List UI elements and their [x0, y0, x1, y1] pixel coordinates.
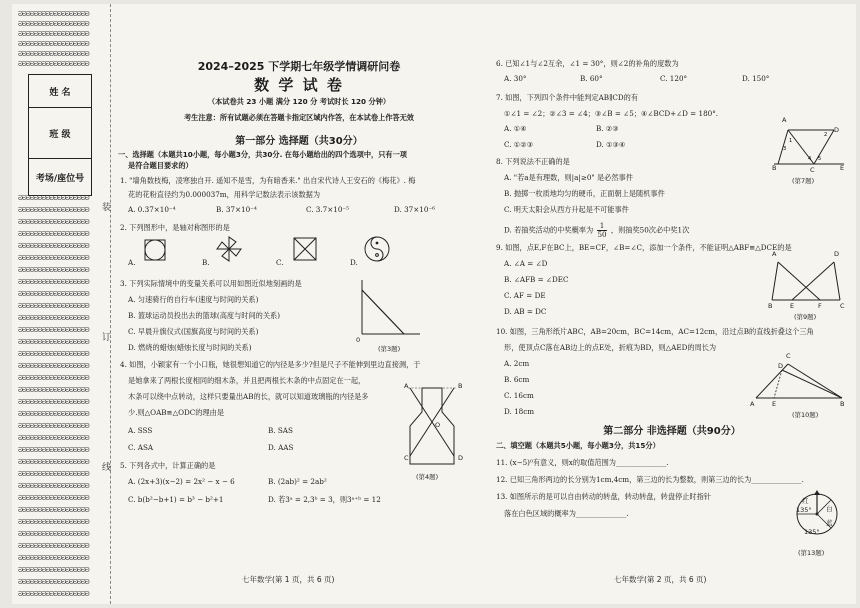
margin-decoration: ᘐᘐᘐᘐᘐᘐᘐᘐᘐᘐᘐᘐᘐᘐᘐᘐᘐᘐ — [18, 554, 89, 562]
q5-option-b: B. (2ab)² = 2ab² — [268, 477, 327, 486]
q1-option-d: D. 37×10⁻⁶ — [394, 205, 436, 214]
q10-point-d: D — [778, 362, 784, 370]
margin-decoration: ᘐᘐᘐᘐᘐᘐᘐᘐᘐᘐᘐᘐᘐᘐᘐᘐᘐᘐ — [18, 398, 89, 406]
margin-decoration: ᘐᘐᘐᘐᘐᘐᘐᘐᘐᘐᘐᘐᘐᘐᘐᘐᘐᘐ — [18, 566, 89, 574]
q13-blue-label: 蓝 — [826, 519, 833, 527]
margin-decoration: ᘐᘐᘐᘐᘐᘐᘐᘐᘐᘐᘐᘐᘐᘐᘐᘐᘐᘐ — [18, 374, 89, 382]
margin-decoration: ᘐᘐᘐᘐᘐᘐᘐᘐᘐᘐᘐᘐᘐᘐᘐᘐᘐᘐ — [18, 338, 89, 346]
part1-instructions-cont: 是符合题目要求的） — [128, 161, 193, 170]
q13-red-label: 红 — [802, 497, 809, 505]
q13-stem-cont: 落在白色区域的概率为______________. — [504, 509, 629, 518]
svg-text:5: 5 — [818, 156, 822, 162]
q4-figure-caption: (第4题) — [416, 473, 439, 481]
page-2-footer: 七年数学(第 2 页，共 6 页) — [614, 575, 707, 584]
seat-field-label: 考场/座位号 — [35, 173, 85, 184]
q8-option-d-text-cont: ，则抽奖50次必中奖1次 — [610, 225, 690, 235]
q4-stem-line2: 是她拿来了两根长度相同的细木条，并且把两根长木条的中点固定在一起， — [128, 376, 366, 385]
margin-decoration: ᘐᘐᘐᘐᘐᘐᘐᘐᘐᘐᘐᘐᘐᘐᘐᘐᘐᘐ — [18, 482, 89, 490]
exam-subject: 数 学 试 卷 — [254, 76, 344, 94]
q4-stem-line4: 少.则△OAB≌△ODC的理由是 — [128, 408, 225, 417]
q8-option-c: C. 明天太阳会从西方升起是不可能事件 — [504, 205, 629, 214]
margin-decoration: ᘐᘐᘐᘐᘐᘐᘐᘐᘐᘐᘐᘐᘐᘐᘐᘐᘐᘐ — [18, 350, 89, 358]
q3-stem: 3. 下列实际情境中的变量关系可以用如图近似地刻画的是 — [120, 279, 302, 288]
q9-point-b: B — [768, 302, 773, 310]
q4-point-d: D — [458, 454, 464, 462]
q13-angle-2: 135° — [804, 528, 820, 536]
q4-point-b: B — [458, 382, 463, 390]
q8-option-a: A. "若a是有理数，则|a|≥0" 是必然事件 — [504, 173, 633, 182]
margin-decoration: ᘐᘐᘐᘐᘐᘐᘐᘐᘐᘐᘐᘐᘐᘐᘐᘐᘐᘐ — [18, 506, 89, 514]
q10-option-b: B. 6cm — [504, 375, 530, 384]
q7-conditions: ①∠1 = ∠2；②∠3 = ∠4；③∠B = ∠5；④∠BCD+∠D = 180°. — [504, 109, 719, 118]
q7-point-e: E — [840, 164, 845, 172]
margin-decoration: ᘐᘐᘐᘐᘐᘐᘐᘐᘐᘐᘐᘐᘐᘐᘐᘐᘐᘐ — [18, 446, 89, 454]
binding-cut-line — [110, 4, 111, 604]
q9-figure-caption: (第9题) — [794, 313, 817, 321]
q4-option-a: A. SSS — [128, 426, 153, 435]
q9-option-a: A. ∠A = ∠D — [504, 259, 548, 268]
margin-decoration: ᘐᘐᘐᘐᘐᘐᘐᘐᘐᘐᘐᘐᘐᘐᘐᘐᘐᘐ — [18, 60, 89, 68]
q6-option-b: B. 60° — [580, 74, 603, 83]
margin-decoration: ᘐᘐᘐᘐᘐᘐᘐᘐᘐᘐᘐᘐᘐᘐᘐᘐᘐᘐ — [18, 290, 89, 298]
name-field-label: 姓 名 — [29, 75, 91, 108]
q4-point-o: O — [435, 421, 441, 429]
q5-option-c: C. b(b²−b+1) = b³ − b²+1 — [128, 495, 224, 504]
q10-point-e: E — [772, 400, 777, 408]
q7-option-b: B. ②③ — [596, 124, 619, 133]
q8-option-b: B. 抛掷一枚质地均匀的硬币，正面朝上是随机事件 — [504, 189, 665, 198]
q1-option-a: A. 0.37×10⁻⁴ — [128, 205, 176, 214]
part2-instructions: 二、填空题（本题共5小题，每小题3分，共15分） — [496, 441, 660, 450]
q10-option-c: C. 16cm — [504, 391, 534, 400]
q4-bottle-figure — [402, 384, 464, 470]
q7-option-c: C. ①②③ — [504, 140, 534, 149]
binding-mark-zhuang: 装 — [102, 203, 112, 213]
class-field-label: 班 级 — [29, 108, 91, 159]
margin-decoration: ᘐᘐᘐᘐᘐᘐᘐᘐᘐᘐᘐᘐᘐᘐᘐᘐᘐᘐ — [18, 362, 89, 370]
margin-decoration: ᘐᘐᘐᘐᘐᘐᘐᘐᘐᘐᘐᘐᘐᘐᘐᘐᘐᘐ — [18, 470, 89, 478]
q9-stem: 9. 如图，点E,F在BC上，BE=CF，∠B=∠C，添加一个条件，不能证明△ABF≌△DCE的是 — [496, 243, 792, 252]
q9-point-d: D — [834, 250, 840, 258]
q8-option-d — [504, 222, 689, 239]
q9-option-b: B. ∠AFB = ∠DEC — [504, 275, 569, 284]
q11-stem: 11. (x−5)⁰有意义，则x的取值范围为______________. — [496, 458, 669, 467]
margin-decoration: ᘐᘐᘐᘐᘐᘐᘐᘐᘐᘐᘐᘐᘐᘐᘐᘐᘐᘐ — [18, 206, 89, 214]
q8-fraction-numerator: 1 — [597, 222, 606, 231]
student-id-box — [28, 74, 92, 196]
q2-figure-c — [290, 234, 320, 264]
q10-point-b: B — [840, 400, 845, 408]
q4-option-c: C. ASA — [128, 443, 154, 452]
q3-option-c: C. 早晨升旗仪式(国旗高度与时间的关系) — [128, 327, 259, 336]
q2-stem: 2. 下列图形中，是轴对称图形的是 — [120, 223, 230, 232]
margin-decoration: ᘐᘐᘐᘐᘐᘐᘐᘐᘐᘐᘐᘐᘐᘐᘐᘐᘐᘐ — [18, 278, 89, 286]
q8-fraction-denominator: 50 — [597, 230, 607, 239]
q3-option-a: A. 匀速骑行的自行车(速度与时间的关系) — [128, 295, 259, 304]
q10-point-a: A — [750, 400, 755, 408]
q1-stem-cont: 花的花粉直径约为0.000037m，用科学记数法表示该数据为 — [128, 190, 321, 199]
q7-option-d: D. ①③④ — [596, 140, 626, 149]
q1-option-c: C. 3.7×10⁻⁵ — [306, 205, 350, 214]
q10-option-d: D. 18cm — [504, 407, 535, 416]
q4-option-b: B. SAS — [268, 426, 293, 435]
binding-mark-xian: 线 — [102, 463, 112, 473]
margin-decoration: ᘐᘐᘐᘐᘐᘐᘐᘐᘐᘐᘐᘐᘐᘐᘐᘐᘐᘐ — [18, 386, 89, 394]
q10-option-a: A. 2cm — [504, 359, 530, 368]
q6-stem: 6. 已知∠1与∠2互余，∠1 = 30°，则∠2的补角的度数为 — [496, 59, 679, 68]
margin-decoration: ᘐᘐᘐᘐᘐᘐᘐᘐᘐᘐᘐᘐᘐᘐᘐᘐᘐᘐ — [18, 434, 89, 442]
q7-point-b: B — [772, 164, 777, 172]
page-1-footer: 七年数学(第 1 页，共 6 页) — [242, 575, 335, 584]
binding-mark-ding: 订 — [102, 333, 112, 343]
q13-white-label: 白 — [826, 505, 833, 513]
q2-option-a: A. — [128, 258, 136, 267]
q2-figure-d — [362, 234, 392, 264]
q9-figure — [768, 258, 844, 306]
margin-decoration: ᘐᘐᘐᘐᘐᘐᘐᘐᘐᘐᘐᘐᘐᘐᘐᘐᘐᘐ — [18, 266, 89, 274]
q6-option-c: C. 120° — [660, 74, 688, 83]
q8-option-d-text: D. 若抽奖活动的中奖概率为 — [504, 225, 594, 235]
q13-figure-caption: (第13题) — [798, 549, 825, 557]
q13-angle-1: 135° — [796, 506, 812, 514]
q4-point-c: C — [404, 454, 409, 462]
q13-stem: 13. 如图所示的是可以自由转动的转盘，转动转盘，转盘停止时指针 — [496, 492, 711, 501]
q5-stem: 5. 下列各式中，计算正确的是 — [120, 461, 216, 470]
q7-option-a: A. ①④ — [504, 124, 527, 133]
part1-title: 第一部分 选择题（共30分） — [235, 136, 363, 147]
svg-text:3: 3 — [783, 146, 787, 152]
q9-point-f: F — [818, 302, 822, 310]
margin-decoration: ᘐᘐᘐᘐᘐᘐᘐᘐᘐᘐᘐᘐᘐᘐᘐᘐᘐᘐ — [18, 10, 89, 18]
q5-option-d: D. 若3ᵃ = 2,3ᵇ = 3，则3ᵃ⁺ᵇ = 12 — [268, 495, 381, 504]
margin-decoration: ᘐᘐᘐᘐᘐᘐᘐᘐᘐᘐᘐᘐᘐᘐᘐᘐᘐᘐ — [18, 542, 89, 550]
q8-stem: 8. 下列说法不正确的是 — [496, 157, 570, 166]
q10-figure-caption: (第10题) — [792, 411, 819, 419]
margin-decoration: ᘐᘐᘐᘐᘐᘐᘐᘐᘐᘐᘐᘐᘐᘐᘐᘐᘐᘐ — [18, 494, 89, 502]
margin-decoration: ᘐᘐᘐᘐᘐᘐᘐᘐᘐᘐᘐᘐᘐᘐᘐᘐᘐᘐ — [18, 194, 89, 202]
margin-decoration: ᘐᘐᘐᘐᘐᘐᘐᘐᘐᘐᘐᘐᘐᘐᘐᘐᘐᘐ — [18, 30, 89, 38]
q2-figure-b — [214, 234, 244, 264]
q3-option-d: D. 燃烧的蜡烛(蜡烛长度与时间的关系) — [128, 343, 252, 352]
margin-decoration: ᘐᘐᘐᘐᘐᘐᘐᘐᘐᘐᘐᘐᘐᘐᘐᘐᘐᘐ — [18, 458, 89, 466]
q8-fraction — [597, 222, 606, 239]
exam-sheet — [12, 4, 856, 604]
margin-decoration: ᘐᘐᘐᘐᘐᘐᘐᘐᘐᘐᘐᘐᘐᘐᘐᘐᘐᘐ — [18, 410, 89, 418]
q10-stem: 10. 如图，三角形纸片ABC，AB=20cm，BC=14cm，AC=12cm，沿过点B的直线折叠这个三角 — [496, 327, 814, 336]
exam-title: 2024–2025 下学期七年级学情调研问卷 — [197, 60, 401, 73]
q9-option-c: C. AF = DE — [504, 291, 546, 300]
margin-decoration: ᘐᘐᘐᘐᘐᘐᘐᘐᘐᘐᘐᘐᘐᘐᘐᘐᘐᘐ — [18, 590, 89, 598]
q10-stem-cont: 形，使顶点C落在AB边上的点E处，折痕为BD，则△AED的周长为 — [504, 343, 717, 352]
q2-option-c: C. — [276, 258, 284, 267]
margin-decoration: ᘐᘐᘐᘐᘐᘐᘐᘐᘐᘐᘐᘐᘐᘐᘐᘐᘐᘐ — [18, 302, 89, 310]
q1-stem: 1. "墙角数枝梅，凌寒独自开. 遥知不是雪，为有暗香来." 出自宋代诗人王安石的《梅花》. 梅 — [120, 176, 416, 185]
q7-point-d: D — [834, 126, 840, 134]
margin-decoration: ᘐᘐᘐᘐᘐᘐᘐᘐᘐᘐᘐᘐᘐᘐᘐᘐᘐᘐ — [18, 422, 89, 430]
q10-figure — [752, 360, 846, 404]
q2-figure-a — [142, 236, 168, 264]
q3-graph-figure — [354, 278, 424, 340]
q7-point-a: A — [782, 116, 787, 124]
q5-option-a: A. (2x+3)(x−2) = 2x² − x − 6 — [128, 477, 235, 486]
q4-option-d: D. AAS — [268, 443, 294, 452]
svg-text:2: 2 — [824, 132, 828, 138]
svg-text:4: 4 — [808, 156, 812, 162]
q6-option-d: D. 150° — [742, 74, 770, 83]
svg-text:1: 1 — [789, 138, 793, 144]
q4-stem: 4. 如图，小颖家有一个小口瓶，她很想知道它的内径是多少?但是尺子不能伸到里边直接测，于 — [120, 360, 421, 369]
margin-decoration: ᘐᘐᘐᘐᘐᘐᘐᘐᘐᘐᘐᘐᘐᘐᘐᘐᘐᘐ — [18, 218, 89, 226]
q7-point-c: C — [810, 166, 815, 174]
q9-point-e: E — [790, 302, 795, 310]
margin-decoration: ᘐᘐᘐᘐᘐᘐᘐᘐᘐᘐᘐᘐᘐᘐᘐᘐᘐᘐ — [18, 254, 89, 262]
margin-decoration: ᘐᘐᘐᘐᘐᘐᘐᘐᘐᘐᘐᘐᘐᘐᘐᘐᘐᘐ — [18, 50, 89, 58]
q3-figure-caption: (第3题) — [378, 345, 401, 353]
q2-option-d: D. — [350, 258, 358, 267]
margin-decoration: ᘐᘐᘐᘐᘐᘐᘐᘐᘐᘐᘐᘐᘐᘐᘐᘐᘐᘐ — [18, 578, 89, 586]
q6-option-a: A. 30° — [504, 74, 527, 83]
binding-margin — [12, 4, 98, 604]
q12-stem: 12. 已知三角形两边的长分别为1cm,4cm，第三边的长为整数，则第三边的长为______________. — [496, 475, 804, 484]
margin-decoration: ᘐᘐᘐᘐᘐᘐᘐᘐᘐᘐᘐᘐᘐᘐᘐᘐᘐᘐ — [18, 40, 89, 48]
q7-figure-caption: (第7题) — [792, 177, 815, 185]
margin-decoration: ᘐᘐᘐᘐᘐᘐᘐᘐᘐᘐᘐᘐᘐᘐᘐᘐᘐᘐ — [18, 314, 89, 322]
q3-option-b: B. 篮球运动员投出去的篮球(高度与时间的关系) — [128, 311, 281, 320]
q9-option-d: D. AB = DC — [504, 307, 547, 316]
q3-origin-label: 0 — [356, 336, 361, 344]
margin-decoration: ᘐᘐᘐᘐᘐᘐᘐᘐᘐᘐᘐᘐᘐᘐᘐᘐᘐᘐ — [18, 518, 89, 526]
margin-decoration: ᘐᘐᘐᘐᘐᘐᘐᘐᘐᘐᘐᘐᘐᘐᘐᘐᘐᘐ — [18, 20, 89, 28]
q10-point-c: C — [786, 352, 791, 360]
q4-stem-line3: 木条可以绕中点转动，这样只要量出AB的长，就可以知道玻璃瓶的内径是多 — [128, 392, 369, 401]
margin-decoration: ᘐᘐᘐᘐᘐᘐᘐᘐᘐᘐᘐᘐᘐᘐᘐᘐᘐᘐ — [18, 230, 89, 238]
exam-notice: 考生注意：所有试题必须在答题卡指定区域内作答，在本试卷上作答无效 — [183, 113, 414, 122]
q9-point-c: C — [840, 302, 845, 310]
q7-stem: 7. 如图，下列四个条件中能判定AB∥CD的有 — [496, 93, 639, 102]
q9-point-a: A — [772, 250, 777, 258]
margin-decoration: ᘐᘐᘐᘐᘐᘐᘐᘐᘐᘐᘐᘐᘐᘐᘐᘐᘐᘐ — [18, 530, 89, 538]
q1-option-b: B. 37×10⁻⁴ — [216, 205, 257, 214]
exam-info: （本试卷共 23 小题 满分 120 分 考试时长 120 分钟） — [207, 97, 391, 106]
q2-option-b: B. — [202, 258, 210, 267]
part1-instructions: 一、选择题（本题共10小题，每小题3分，共30分. 在每小题给出的四个选项中，只有一项 — [118, 150, 407, 159]
margin-decoration: ᘐᘐᘐᘐᘐᘐᘐᘐᘐᘐᘐᘐᘐᘐᘐᘐᘐᘐ — [18, 326, 89, 334]
margin-decoration: ᘐᘐᘐᘐᘐᘐᘐᘐᘐᘐᘐᘐᘐᘐᘐᘐᘐᘐ — [18, 242, 89, 250]
part2-title: 第二部分 非选择题（共90分） — [603, 426, 741, 437]
q4-point-a: A — [404, 382, 409, 390]
